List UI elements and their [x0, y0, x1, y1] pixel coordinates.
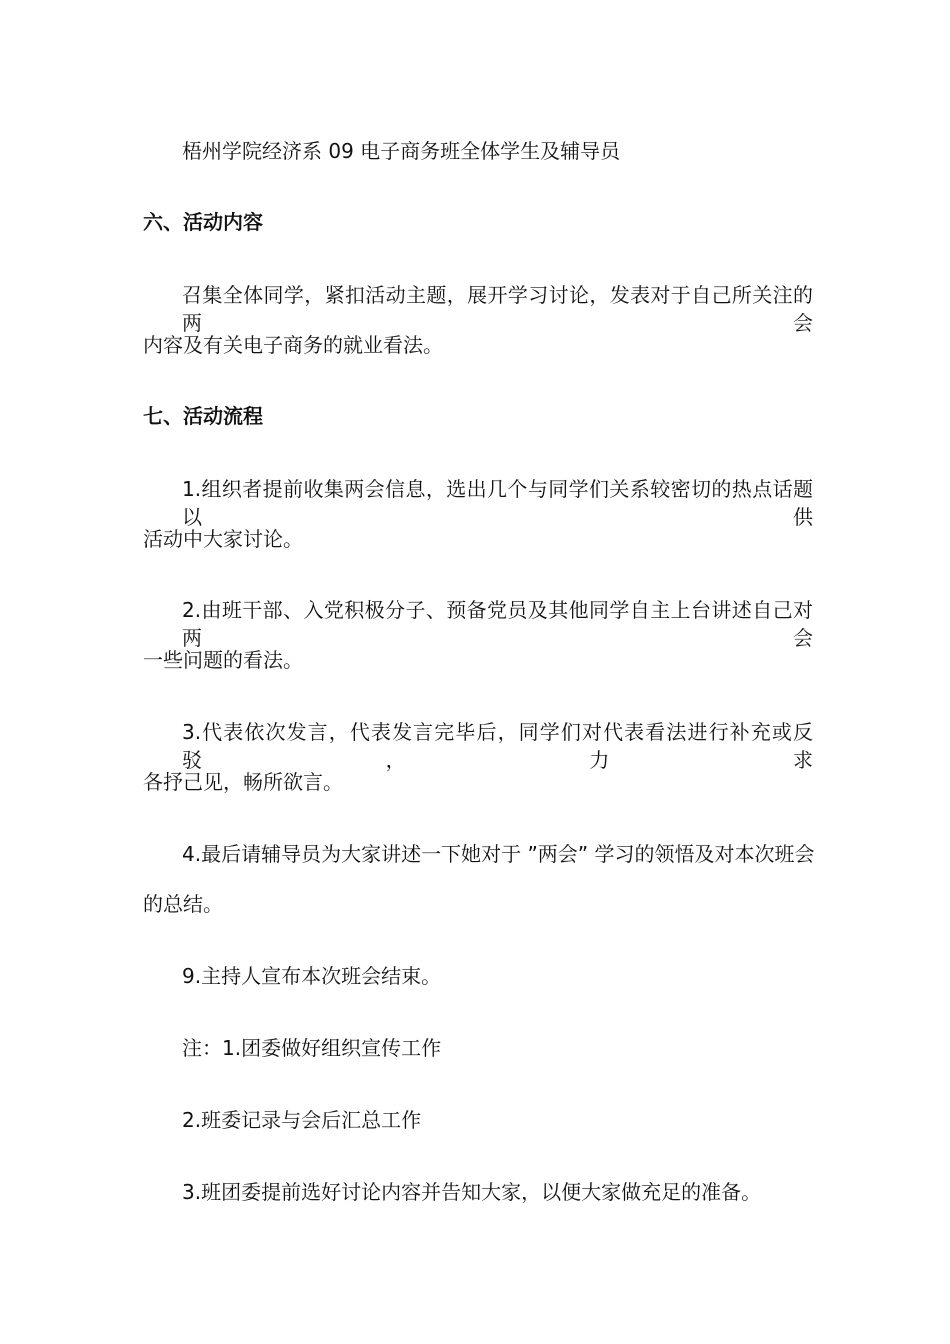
flow-step-3-line-1: 3.代表依次发言，代表发言完毕后，同学们对代表看法进行补充或反驳，力求 — [182, 720, 813, 772]
flow-step-4-line-1: 4.最后请辅导员为大家讲述一下她对于 ”两会” 学习的领悟及对本次班会 — [182, 842, 815, 866]
participants-text: 梧州学院经济系 09 电子商务班全体学生及辅导员 — [182, 139, 621, 163]
activity-content-line-1: 召集全体同学，紧扣活动主题，展开学习讨论，发表对于自己所关注的两会 — [182, 283, 813, 335]
note-2: 2.班委记录与会后汇总工作 — [182, 1108, 422, 1132]
section-7-heading: 七、活动流程 — [143, 404, 263, 428]
section-6-heading: 六、活动内容 — [143, 210, 263, 234]
flow-step-1-line-2: 活动中大家讨论。 — [143, 527, 303, 551]
flow-step-2-line-1: 2.由班干部、入党积极分子、预备党员及其他同学自主上台讲述自己对两会 — [182, 598, 813, 650]
note-1: 注：1.团委做好组织宣传工作 — [182, 1036, 442, 1060]
note-3: 3.班团委提前选好讨论内容并告知大家，以便大家做充足的准备。 — [182, 1180, 762, 1204]
flow-step-4-line-2: 的总结。 — [143, 892, 223, 916]
flow-step-9: 9.主持人宣布本次班会结束。 — [182, 964, 442, 988]
flow-step-3-line-2: 各抒己见，畅所欲言。 — [143, 770, 343, 794]
flow-step-1-line-1: 1.组织者提前收集两会信息，选出几个与同学们关系较密切的热点话题以供 — [182, 477, 813, 529]
activity-content-line-2: 内容及有关电子商务的就业看法。 — [143, 333, 443, 357]
flow-step-2-line-2: 一些问题的看法。 — [143, 648, 303, 672]
